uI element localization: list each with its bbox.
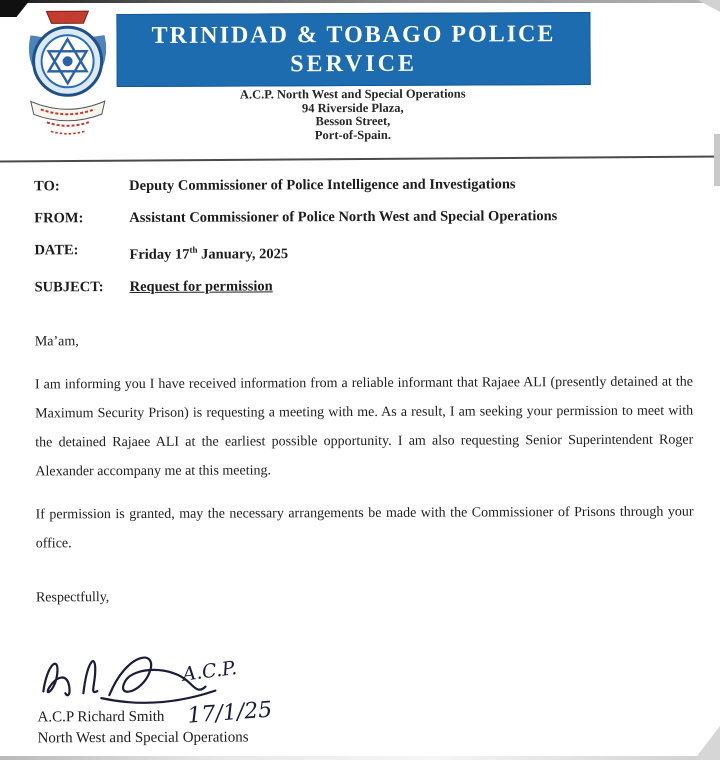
to-value: Deputy Commissioner of Police Intelligence and Investigations [129, 176, 516, 195]
handwritten-date: 17/1/25 [186, 697, 274, 729]
date-rest: January, 2025 [197, 246, 289, 263]
date-day: Friday 17 [129, 246, 190, 263]
body-paragraph-2: If permission is granted, may the necessary arrangements be made with the Commissioner of Prisons through your office. [35, 504, 694, 552]
letterhead-address-line2: Besson Street, [315, 113, 391, 129]
to-label: TO: [34, 178, 60, 195]
signer-name: A.C.P Richard Smith [37, 708, 165, 726]
signature-block [31, 642, 371, 753]
body-paragraph-1: I am informing you I have received information from a reliable informant that Rajaee ALI (presently detained at the Maximum Security Prison) is requesting a meeting with me. As a result, I am seeking your permission to meet with the detained Rajaee ALI at the earliest possible opportunity. I am also requesting Senior Superintendent Roger Alexander accompany me at this meeting. [34, 374, 694, 480]
subject-label: SUBJECT: [34, 278, 104, 296]
memo-row-subject [35, 275, 695, 297]
memo-row-from [34, 207, 694, 229]
letterhead-dept: A.C.P. North West and Special Operations [239, 86, 466, 102]
scan-edge-top [0, 0, 720, 3]
from-label: FROM: [34, 210, 84, 227]
memo-row-to [34, 175, 694, 197]
handwritten-initials: A.C.P. [181, 657, 239, 686]
scan-edge-right-notch [714, 134, 720, 186]
letterhead-address-line1: 94 Riverside Plaza, [301, 100, 404, 115]
org-name-banner [116, 12, 590, 87]
closing: Respectfully, [35, 590, 110, 606]
scan-edge-bottom [0, 756, 720, 760]
salutation: Ma’am, [34, 334, 79, 350]
date-label: DATE: [34, 242, 79, 259]
memo-row-date [34, 239, 694, 266]
from-value: Assistant Commissioner of Police North West and Special Operations [129, 208, 558, 227]
signer-unit: North West and Special Operations [37, 729, 249, 747]
org-name-line2: SERVICE [290, 50, 418, 77]
date-value [129, 240, 288, 265]
letterhead-address [117, 87, 589, 143]
separator-line [0, 155, 720, 162]
signature-scrawl [31, 642, 281, 705]
subject-value: Request for permission [129, 278, 273, 295]
letter-body [35, 325, 694, 613]
ttps-crest-icon [20, 5, 115, 137]
org-name-line1: TRINIDAD & TOBAGO POLICE [151, 20, 556, 49]
date-ordinal: th [189, 244, 198, 255]
letterhead-address-line3: Port-of-Spain. [314, 127, 391, 142]
memo-fields [34, 175, 695, 311]
